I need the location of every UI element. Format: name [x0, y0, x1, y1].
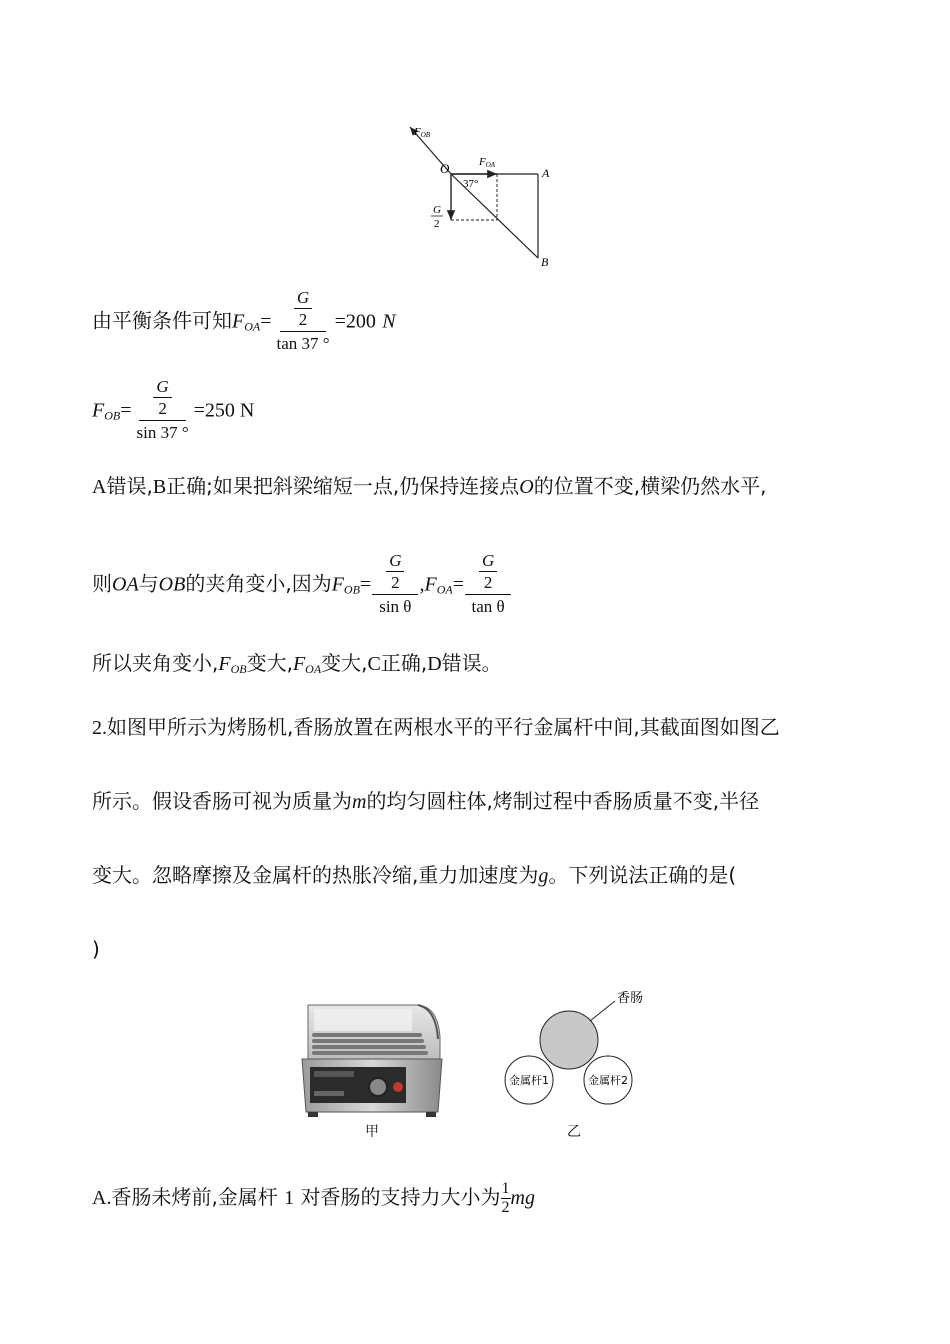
equals: =: [120, 399, 132, 422]
g-num-label: G: [433, 204, 441, 216]
conclusion-line: 所以夹角变小$,F_{OB}$变大$,F_{OA}$变大,C正确,D错误。: [92, 651, 502, 676]
question-2-line-4: ): [92, 937, 100, 961]
question-2-line-3: 变大。忽略摩擦及金属杆的热胀冷缩,重力加速度为g。下列说法正确的是(: [92, 863, 737, 887]
f-subscript: OB: [104, 408, 121, 423]
f-symbol: F: [92, 399, 105, 422]
rod2-label: 金属杆2: [588, 1074, 628, 1087]
result: =200: [334, 310, 376, 333]
half-fraction: $\frac{1}{2}$: [501, 1180, 510, 1216]
g-den-label: 2: [434, 218, 440, 230]
o-label: O: [440, 161, 450, 176]
fraction-sin: G 2 sin θ: [372, 551, 418, 619]
a-label: A: [542, 166, 550, 180]
fob-label: FOB: [414, 126, 431, 139]
option-a: A.香肠未烤前,金属杆 1 对香肠的支持力大小为 $\frac{1}{2}$ mg: [92, 1180, 535, 1216]
sausage-label: 香肠: [617, 991, 644, 1006]
equals: =: [260, 310, 272, 333]
fraction: G 2 tan 37 °: [276, 288, 330, 353]
result: =250 N: [193, 399, 255, 422]
sausage-pointer: [590, 1001, 615, 1021]
text-prefix: 由平衡条件可知: [92, 308, 232, 333]
angle-label: 37°: [463, 178, 479, 190]
equation-fob: [92, 377, 254, 445]
force-diagram: [400, 115, 570, 275]
f-symbol: F: [232, 310, 245, 333]
caption-jia: 甲: [365, 1124, 379, 1140]
question-2-line-1: 2.如图甲所示为烤肠机,香肠放置在两根水平的平行金属杆中间,其截面图如图乙: [92, 715, 780, 739]
explanation-line-2: 则OA与OB的夹角变小,因为$F_{OB}=$ G 2 sin θ $,F_{OA}=$ G 2 tan θ: [92, 551, 512, 619]
fraction: G 2 sin 37 °: [136, 377, 189, 442]
foa-label: FOA: [479, 156, 496, 169]
sausage-grill-photo: [300, 997, 445, 1125]
f-subscript: OA: [244, 319, 261, 334]
caption-yi: 乙: [567, 1124, 581, 1140]
fraction-tan: G 2 tan θ: [465, 551, 511, 619]
rod1-label: 金属杆1: [509, 1074, 549, 1087]
sausage-circle: [540, 1011, 598, 1069]
question-2-line-2: 所示。假设香肠可视为质量为m的均匀圆柱体,烤制过程中香肠质量不变,半径: [92, 789, 760, 813]
b-label: B: [541, 255, 549, 269]
unit: N: [382, 310, 396, 333]
equation-foa: [92, 288, 396, 356]
explanation-line-1: A错误,B正确;如果把斜梁缩短一点,仍保持连接点O的位置不变,横梁仍然水平,: [92, 474, 767, 498]
cross-section-diagram: [495, 985, 655, 1110]
